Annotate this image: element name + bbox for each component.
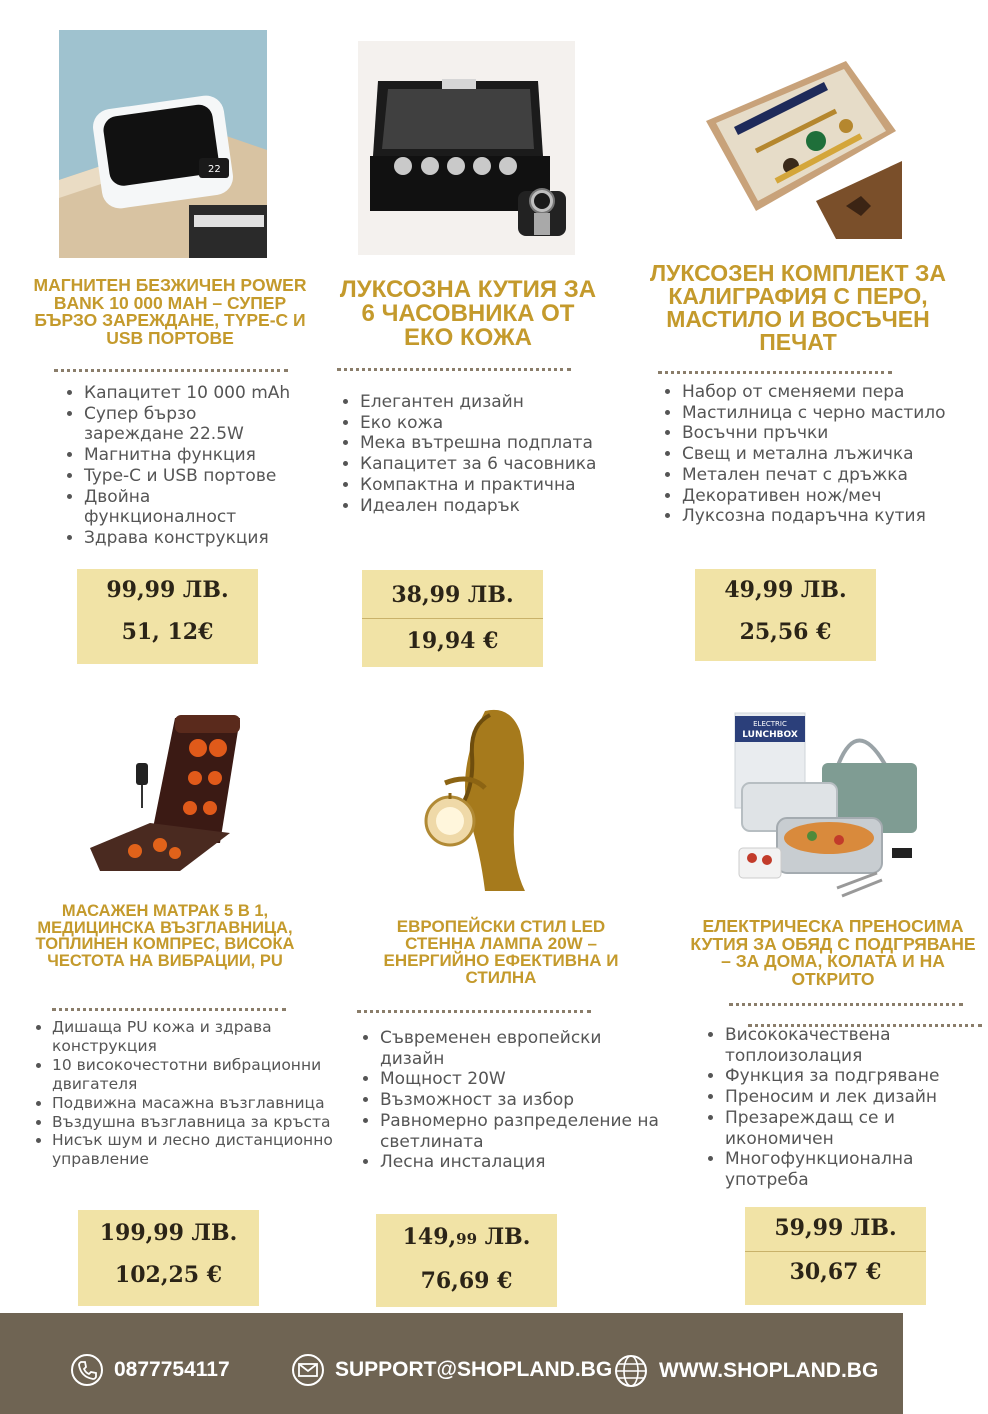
list-item: • Дишаща PU кожа и здрава конструкция: [52, 1018, 352, 1056]
price-bgn-main: 149,: [402, 1224, 457, 1250]
list-item: • Набор от сменяеми пера: [682, 382, 982, 403]
price-box: [695, 569, 876, 661]
list-item: • Функция за подгряване: [725, 1066, 985, 1087]
phone-icon: [70, 1353, 104, 1387]
box-label: LUNCHBOX: [742, 730, 798, 740]
price-eur: 102,25 €: [114, 1262, 223, 1288]
divider: [658, 371, 892, 374]
list-item: • Декоративен нож/меч: [682, 486, 982, 507]
svg-text:22: 22: [208, 164, 221, 175]
list-item: • Здрава конструкция: [84, 528, 294, 549]
price-bgn: 59,99 ЛВ.: [774, 1215, 897, 1241]
list-item: • Капацитет 10 000 mAh: [84, 383, 294, 404]
box-label: ELECTRIC: [753, 720, 787, 728]
calligraphy-set-image: [696, 41, 902, 239]
price-bgn: 199,99 ЛВ.: [99, 1220, 238, 1246]
list-item: • Съвременен европейски дизайн: [380, 1028, 670, 1069]
price-divider: [745, 1251, 926, 1252]
list-item: • Подвижна масажна възглавница: [52, 1094, 352, 1113]
list-item: • Мека вътрешна подплата: [360, 433, 620, 454]
price-box: [77, 569, 258, 664]
feature-list: [336, 392, 620, 516]
massage-mat-image: [80, 713, 246, 871]
feature-list: [658, 382, 982, 527]
list-item: • Мастилница с черно мастило: [682, 403, 982, 424]
wall-lamp-image: [415, 703, 553, 895]
price-box: [362, 570, 543, 667]
list-item: • Еко кожа: [360, 413, 620, 434]
price-eur: 25,56 €: [739, 619, 832, 645]
list-item: • 10 високочестотни вибрационни двигателя: [52, 1056, 352, 1094]
price-eur: 76,69 €: [420, 1268, 513, 1294]
list-item: • Капацитет за 6 часовника: [360, 454, 620, 475]
footer-website[interactable]: [613, 1353, 878, 1389]
website-url: WWW.SHOPLAND.BG: [659, 1359, 879, 1382]
list-item: • Метален печат с дръжка: [682, 465, 982, 486]
phone-number: 0877754117: [114, 1358, 230, 1381]
list-item: • Восъчни пръчки: [682, 423, 982, 444]
product-title: ЛУКСОЗНА КУТИЯ ЗА 6 ЧАСОВНИКА ОТ ЕКО КОЖА: [339, 276, 597, 351]
list-item: • Лесна инсталация: [380, 1152, 670, 1173]
list-item: • Нисък шум и лесно дистанционно управление: [52, 1131, 352, 1169]
feature-list: [701, 1025, 985, 1191]
price-box: [745, 1207, 926, 1305]
product-title: МАСАЖЕН МАТРАК 5 В 1, МЕДИЦИНСКА ВЪЗГЛАВНИЦА, ТОПЛИНЕН КОМПРЕС, ВИСОКА ЧЕСТОТА НА ВИБРАЦИИ, PU: [35, 902, 295, 970]
price-bgn-cents: 99: [456, 1230, 478, 1248]
power-bank-image: [59, 30, 267, 258]
price-bgn: 99,99 ЛВ.: [106, 577, 229, 603]
divider: [337, 368, 571, 371]
list-item: • Елегантен дизайн: [360, 392, 620, 413]
price-bgn: [376, 1224, 557, 1250]
price-box: [78, 1210, 259, 1306]
list-item: • Презареждащ се и икономичен: [725, 1108, 985, 1149]
product-title: ЛУКСОЗЕН КОМПЛЕКТ ЗА КАЛИГРАФИЯ С ПЕРО, МАСТИЛО И ВОСЪЧЕН ПЕЧАТ: [649, 260, 947, 355]
feature-list: [28, 1018, 352, 1169]
price-bgn: 38,99 ЛВ.: [391, 582, 514, 608]
footer-email[interactable]: [291, 1353, 612, 1387]
list-item: • Преносим и лек дизайн: [725, 1087, 985, 1108]
product-title: ЕЛЕКТРИЧЕСКА ПРЕНОСИМА КУТИЯ ЗА ОБЯД С ПОДГРЯВАНЕ – ЗА ДОМА, КОЛАТА И НА ОТКРИТО: [690, 916, 976, 989]
feature-list: [356, 1028, 670, 1173]
feature-list: [60, 383, 294, 549]
price-divider: [362, 618, 543, 619]
list-item: • Висококачествена топлоизолация: [725, 1025, 985, 1066]
list-item: • Мощност 20W: [380, 1069, 670, 1090]
list-item: • Супер бързо зареждане 22.5W: [84, 404, 294, 445]
email-address: SUPPORT@SHOPLAND.BG: [335, 1358, 613, 1381]
price-eur: 51, 12€: [121, 619, 214, 645]
list-item: • Магнитна функция: [84, 445, 294, 466]
divider: [54, 369, 288, 372]
list-item: • Възможност за избор: [380, 1090, 670, 1111]
divider: [729, 1003, 963, 1006]
envelope-icon: [291, 1353, 325, 1387]
list-item: • Идеален подарък: [360, 496, 620, 517]
watch-box-image: [358, 41, 575, 255]
divider: [52, 1008, 286, 1011]
divider: [357, 1010, 591, 1013]
list-item: • Въздушна възглавница за кръста: [52, 1113, 352, 1132]
footer-phone[interactable]: [70, 1353, 230, 1387]
list-item: • Луксозна подаръчна кутия: [682, 506, 982, 527]
price-box: [376, 1214, 557, 1307]
price-bgn: 49,99 ЛВ.: [724, 577, 847, 603]
list-item: • Многофункционална употреба: [725, 1149, 985, 1190]
product-title: МАГНИТЕН БЕЗЖИЧЕН POWER BANK 10 000 MAH – СУПЕР БЪРЗО ЗАРЕЖДАНЕ, TYPE-C И USB ПОРТОВЕ: [33, 275, 307, 348]
globe-icon: [613, 1353, 649, 1389]
price-eur: 19,94 €: [406, 628, 499, 654]
list-item: • Равномерно разпределение на светлината: [380, 1111, 670, 1152]
list-item: • Компактна и практична: [360, 475, 620, 496]
product-title: ЕВРОПЕЙСКИ СТИЛ LED СТЕННА ЛАМПА 20W – ЕНЕРГИЙНО ЕФЕКТИВНА И СТИЛНА: [383, 917, 619, 987]
price-eur: 30,67 €: [789, 1259, 882, 1285]
list-item: • Свещ и метална лъжичка: [682, 444, 982, 465]
list-item: • Двойна функционалност: [84, 487, 294, 528]
list-item: • Type-C и USB портове: [84, 466, 294, 487]
lunch-box-image: [727, 708, 927, 903]
price-bgn-currency: ЛВ.: [477, 1224, 531, 1250]
